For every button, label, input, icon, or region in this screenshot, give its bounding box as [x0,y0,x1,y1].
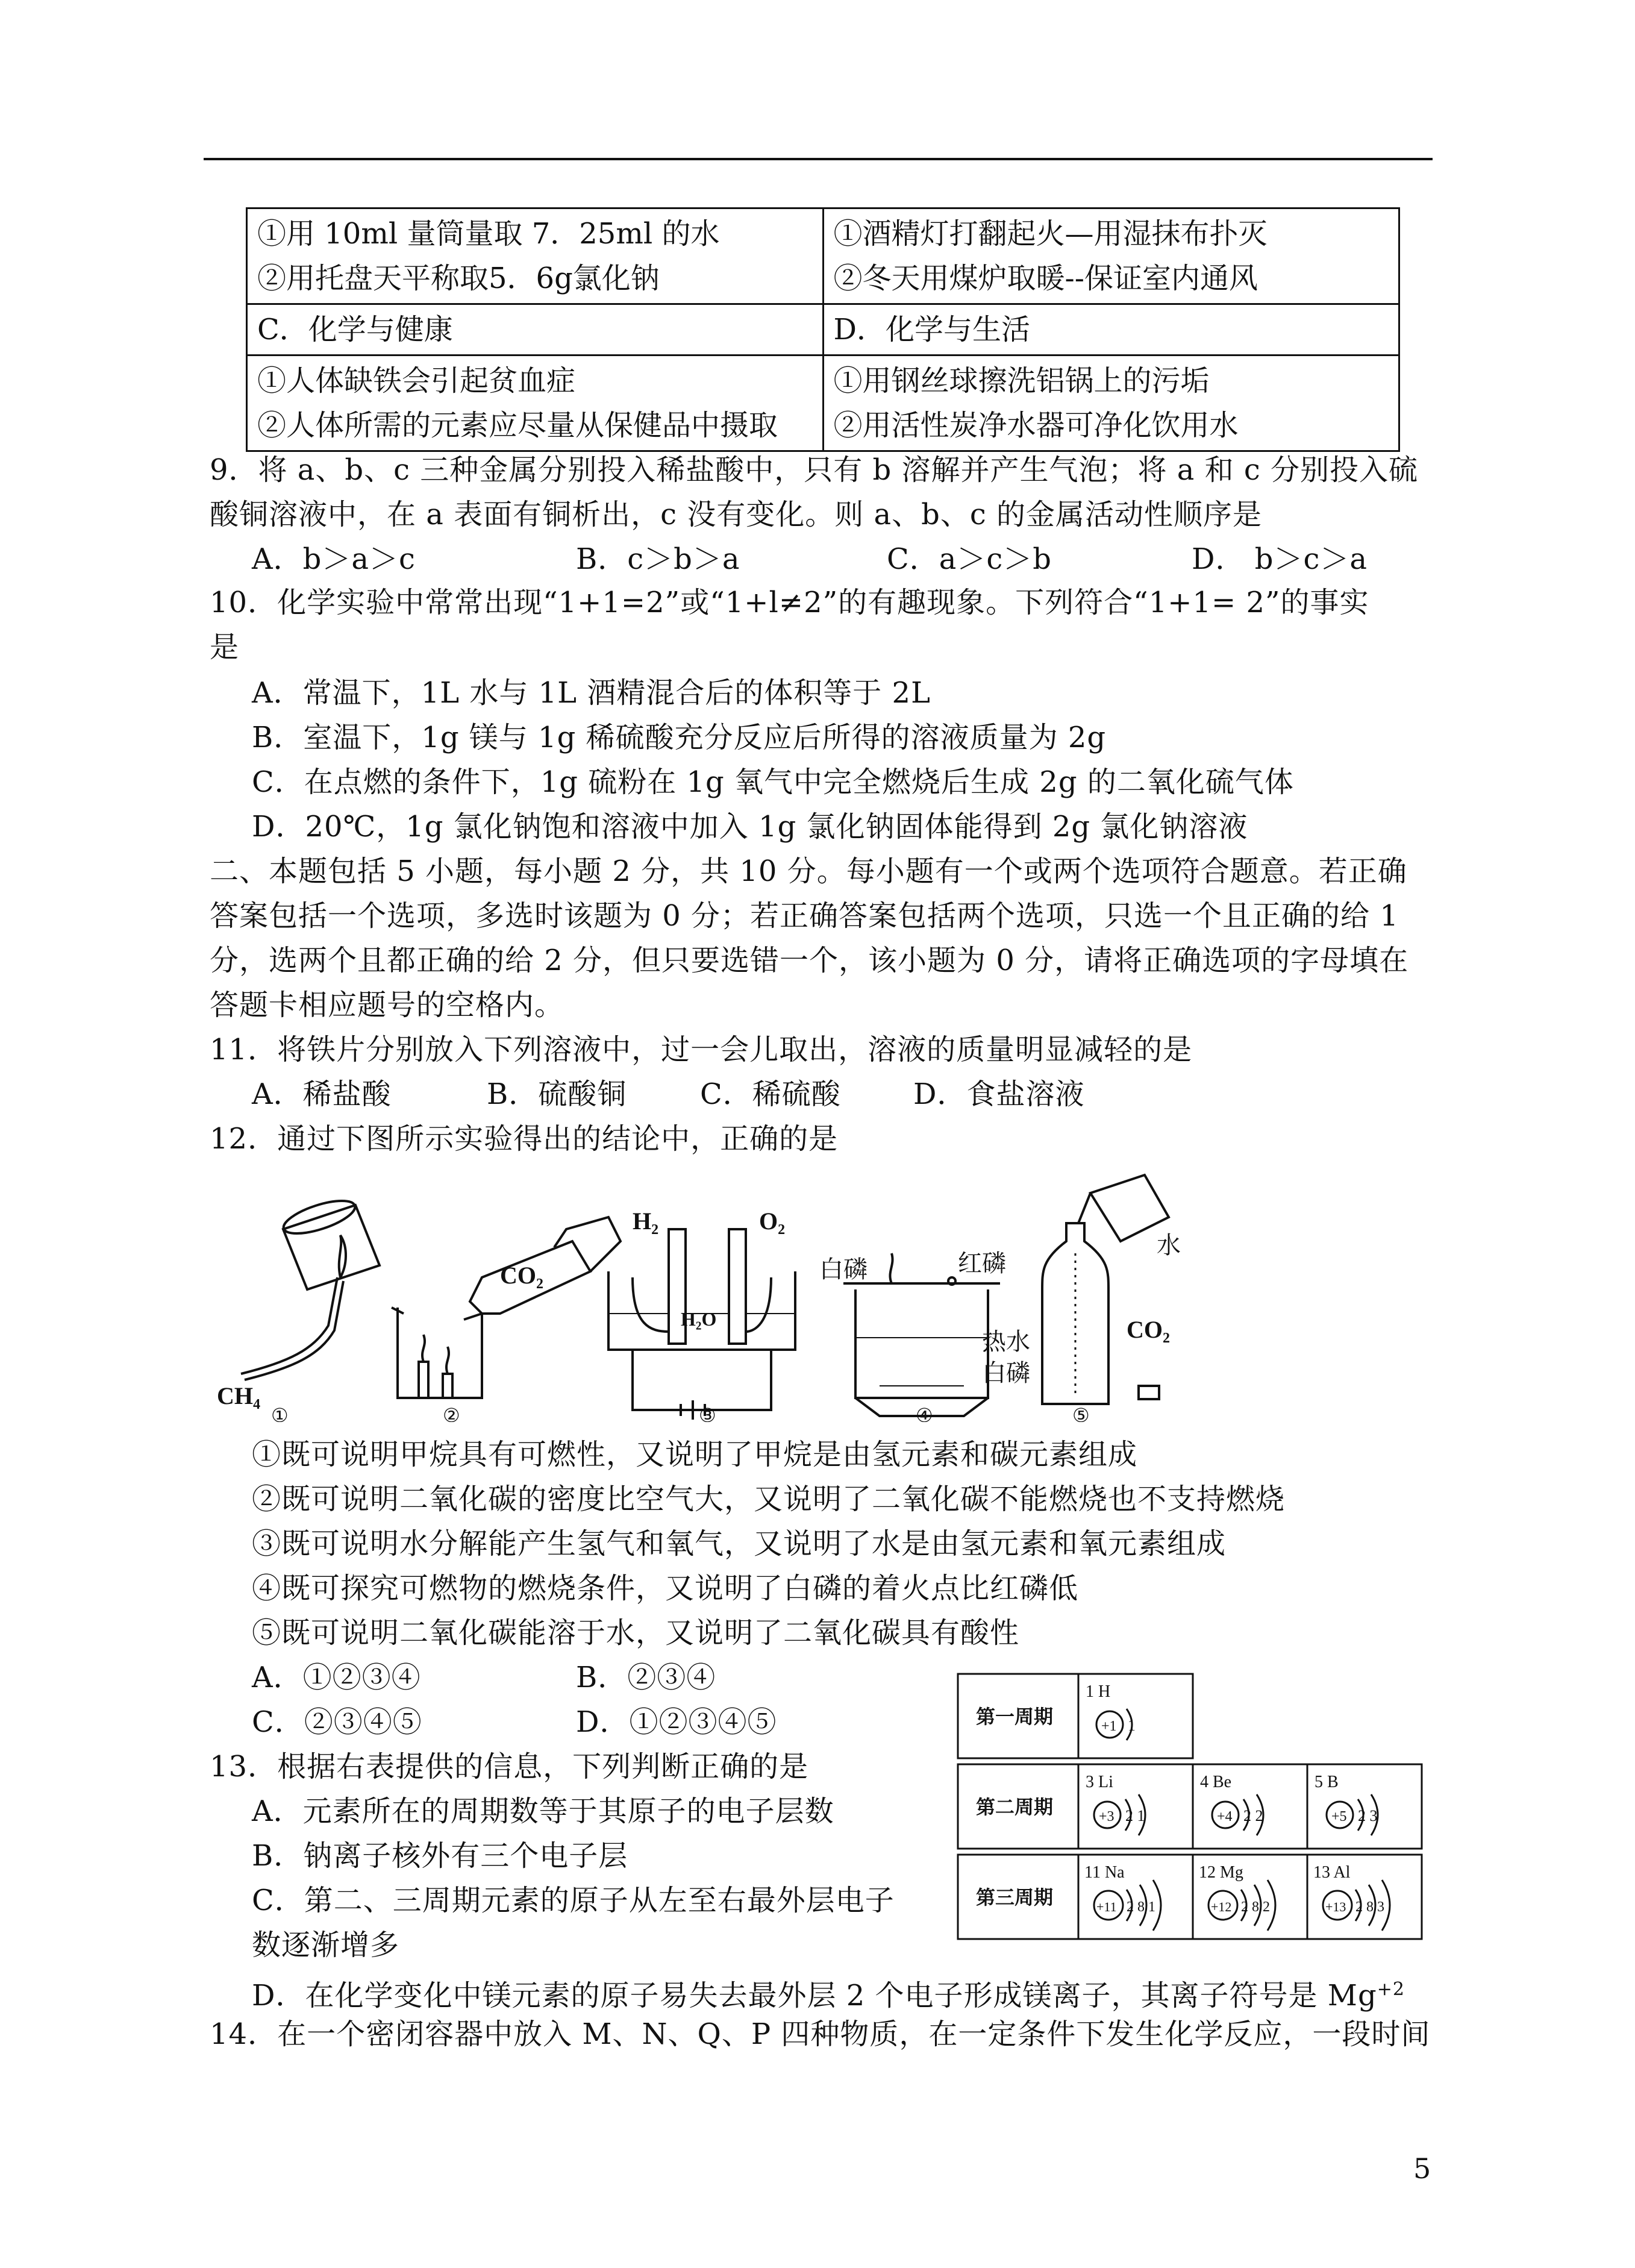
label-exp-1: ① [271,1405,289,1422]
q9-stem-2: 酸铜溶液中，在 a 表面有铜析出，c 没有变化。则 a、b、c 的金属活动性顺序是 [210,498,1263,531]
q10-stem-1: 10．化学实验中常常出现“1+1=2”或“1+l≠2”的有趣现象。下列符合“1+1= 2”的事实 [210,586,1369,619]
q13-option-c-1: C．第二、三周期元素的原子从左至右最外层电子 [252,1884,895,1917]
exp2-beaker [392,1217,621,1398]
q10-option-b: B．室温下，1g 镁与 1g 稀硫酸充分反应后所得的溶液质量为 2g [252,721,1107,754]
element-li-label: 3 Li [1086,1773,1113,1791]
element-na-nucleus: +11 [1096,1899,1117,1914]
q12-statement-1: ①既可说明甲烷具有可燃性，又说明了甲烷是由氢元素和碳元素组成 [252,1438,1138,1471]
period-2-label: 第二周期 [976,1796,1054,1818]
label-white-p: 白磷 [819,1256,868,1283]
element-li-nucleus: +3 [1099,1809,1114,1825]
q12-statement-4: ④既可探究可燃物的燃烧条件，又说明了白磷的着火点比红磷低 [252,1571,1079,1605]
q9-option-c: C．a＞c＞b [887,542,1052,576]
q13-option-d-superscript: +2 [1377,1979,1405,2000]
q10-option-d: D．20℃，1g 氯化钠饱和溶液中加入 1g 氯化钠固体能得到 2g 氯化钠溶液 [252,810,1248,844]
q11-option-d: D．食盐溶液 [913,1077,1085,1111]
label-exp-3: ③ [699,1405,716,1422]
label-exp-2: ② [443,1405,460,1422]
element-b-nucleus: +5 [1331,1809,1347,1825]
element-al-shells: 2 8 3 [1355,1899,1384,1915]
table-cell: D．化学与生活 [823,304,1399,356]
label-exp-5: ⑤ [1072,1405,1090,1422]
q11-option-c: C．稀硫酸 [700,1077,841,1111]
q12-option-d: D．①②③④⑤ [576,1705,777,1739]
q12-statement-2: ②既可说明二氧化碳的密度比空气大，又说明了二氧化碳不能燃烧也不支持燃烧 [252,1482,1286,1516]
q12-stem: 12．通过下图所示实验得出的结论中，正确的是 [210,1122,839,1156]
element-na-label: 11 Na [1084,1863,1125,1882]
label-h2: H₂ [633,1208,659,1235]
table-cell: C．化学与健康 [247,304,824,356]
comparison-table [246,207,1400,452]
element-be-label: 4 Be [1200,1773,1232,1791]
q9-option-b: B．c＞b＞a [576,542,740,576]
q9-stem-1: 9．将 a、b、c 三种金属分别投入稀盐酸中，只有 b 溶解并产生气泡；将 a 和 c 分别投入硫 [210,453,1419,487]
q11-option-a: A．稀盐酸 [252,1077,392,1111]
element-mg-label: 12 Mg [1199,1863,1243,1882]
label-co2-bottle: CO₂ [1127,1316,1170,1343]
page-number: 5 [1413,2152,1431,2185]
periodic-table-excerpt [957,1673,1427,1941]
label-ch4: CH₄ [217,1382,260,1409]
q12-option-b: B．②③④ [576,1661,716,1694]
q13-option-c-2: 数逐渐增多 [252,1928,400,1962]
q13-stem: 13．根据右表提供的信息，下列判断正确的是 [210,1750,809,1784]
element-b-label: 5 B [1315,1773,1339,1791]
label-hot-water: 热水 [982,1328,1030,1355]
table-cell: ①人体缺铁会引起贫血症 ②人体所需的元素应尽量从保健品中摄取 [247,356,824,451]
element-be-shells: 2 2 [1243,1807,1263,1825]
section2-line-2: 答案包括一个选项，多选时该题为 0 分；若正确答案包括两个选项，只选一个且正确的给 1 [210,899,1399,933]
label-white-p-2: 白磷 [982,1359,1030,1386]
experiments-svg [217,1169,1211,1422]
q11-stem: 11．将铁片分别放入下列溶液中，过一会儿取出，溶液的质量明显减轻的是 [210,1033,1193,1067]
q13-option-a: A．元素所在的周期数等于其原子的电子层数 [252,1794,834,1828]
table-cell: ①用 10ml 量筒量取 7．25ml 的水 ②用托盘天平称取5．6g氯化钠 [247,208,824,304]
q12-option-c: C．②③④⑤ [252,1705,422,1739]
header-rule [204,158,1433,160]
element-al-nucleus: +13 [1325,1899,1346,1914]
exp1-beaker [241,1194,380,1380]
periodic-table-svg [957,1673,1427,1941]
element-na-shells: 2 8 1 [1127,1899,1155,1915]
label-exp-4: ④ [916,1405,933,1422]
table-cell: ①酒精灯打翻起火—用湿抹布扑灭 ②冬天用煤炉取暖--保证室内通风 [823,208,1399,304]
q11-option-b: B．硫酸铜 [487,1077,627,1111]
period-3-label: 第三周期 [976,1887,1054,1908]
q10-option-a: A．常温下，1L 水与 1L 酒精混合后的体积等于 2L [252,676,931,710]
q13-option-d [252,1972,1405,2014]
q9-option-d: D． b＞c＞a [1192,542,1368,576]
label-h2o: H₂O [681,1308,717,1330]
exp5-bottle [1042,1175,1169,1404]
element-h-label: 1 H [1086,1682,1111,1701]
q10-stem-2: 是 [210,630,240,664]
q13-option-d-text: D．在化学变化中镁元素的原子易失去最外层 2 个电子形成镁离子，其离子符号是 Mg [252,1979,1377,2013]
q12-option-a: A．①②③④ [252,1661,421,1694]
section2-line-4: 答题卡相应题号的空格内。 [210,988,564,1022]
q12-statement-5: ⑤既可说明二氧化碳能溶于水，又说明了二氧化碳具有酸性 [252,1616,1020,1650]
q12-statement-3: ③既可说明水分解能产生氢气和氧气，又说明了水是由氢元素和氧元素组成 [252,1527,1227,1561]
element-b-shells: 2 3 [1358,1807,1378,1825]
label-red-p: 红磷 [958,1250,1006,1277]
section2-line-3: 分，选两个且都正确的给 2 分，但只要选错一个，该小题为 0 分，请将正确选项的字母填在 [210,944,1409,977]
section2-line-1: 二、本题包括 5 小题，每小题 2 分，共 10 分。每小题有一个或两个选项符合题意。若正确 [210,854,1407,888]
q13-option-b: B．钠离子核外有三个电子层 [252,1839,628,1873]
label-o2: O₂ [759,1208,786,1235]
q10-option-c: C．在点燃的条件下，1g 硫粉在 1g 氧气中完全燃烧后生成 2g 的二氧化硫气体 [252,765,1294,799]
q9-option-a: A．b＞a＞c [252,542,416,576]
q14-stem: 14．在一个密闭容器中放入 M、N、Q、P 四种物质，在一定条件下发生化学反应，一段时间 [210,2017,1431,2051]
period-1-label: 第一周期 [976,1706,1054,1728]
table-row [247,208,1399,304]
element-be-nucleus: +4 [1217,1809,1233,1825]
element-al-label: 13 Al [1313,1863,1351,1882]
table-cell: ①用钢丝球擦洗铝锅上的污垢 ②用活性炭净水器可净化饮用水 [823,356,1399,451]
element-mg-nucleus: +12 [1211,1899,1232,1914]
label-co2: CO₂ [500,1262,543,1289]
table-row [247,304,1399,356]
element-mg-shells: 2 8 2 [1241,1899,1270,1915]
table-row [247,356,1399,451]
q12-experiments-figure [217,1169,1211,1422]
element-h-shells: 1 [1128,1717,1136,1734]
element-li-shells: 2 1 [1125,1807,1145,1825]
element-h-nucleus: +1 [1101,1718,1117,1734]
label-water: 水 [1157,1232,1181,1259]
